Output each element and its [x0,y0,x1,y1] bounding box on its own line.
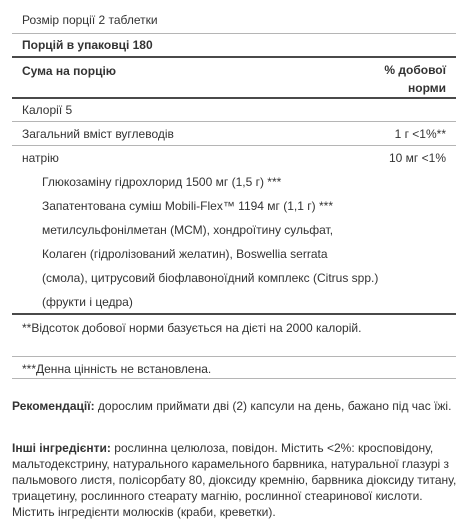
ingredient-text: Колаген (гідролізований желатин), Boswellia serrata [42,247,328,261]
other-ingredients [12,440,458,520]
ingredient-row [12,242,456,266]
ingredient-row [12,194,456,218]
recommendations-label: Рекомендації: [12,399,95,413]
total-carbs-name: Загальний вміст вуглеводів [22,127,174,141]
amount-per-serving-label: Сума на порцію [22,64,117,78]
servings-per-container: Порцій в упаковці 180 [22,38,153,52]
recommendations [12,398,458,414]
daily-value-header: % добової норми [384,63,446,95]
ingredient-row [12,290,456,315]
ingredient-text: (смола), цитрусовий біофлавоноїдний комплекс (Citrus spp.) [42,271,379,285]
not-established-footnote: ***Денна цінність не встановлена. [12,357,456,379]
supplement-facts-panel [12,8,456,379]
serving-size: Розмір порції 2 таблетки [22,13,158,27]
calories-row [12,99,456,122]
servings-per-container-row [12,34,456,58]
ingredient-row [12,218,456,242]
calories: Калорії 5 [22,103,73,117]
sodium-value: 10 мг <1% [389,151,446,165]
ingredient-row [12,170,456,194]
daily-value-footnote: **Відсоток добової норми базується на дієті на 2000 калорій. [12,315,456,357]
other-ingredients-text: рослинна целюлоза, повідон. Містить <2%: кросповідону, мальтодекстрину, натурального карамельного барвника, натуральної глазурі з пальмового листя, полісорбату 80, діоксиду кремнію, барвника діоксиду титану, триацетину, рослинного стеарату магнію, рослинної стеаринової кислоти. Містить інгредієнти молюсків (краби, креветки). [12,441,457,519]
ingredient-text: (фрукти і цедра) [42,295,133,309]
ingredient-text: метилсульфонілметан (МСМ), хондроїтину сульфат, [42,223,334,237]
ingredient-text: Запатентована суміш Mobili-Flex™ 1194 мг (1,1 г) *** [42,199,333,213]
amount-per-serving-header [12,58,456,99]
ingredient-row [12,266,456,290]
other-ingredients-label: Інші інгредієнти: [12,441,111,455]
total-carbs-value: 1 г <1%** [394,127,446,141]
sodium-name: натрію [22,151,59,165]
sodium-row [12,146,456,170]
total-carbs-row [12,122,456,146]
recommendations-text: дорослим приймати дві (2) капсули на день, бажано під час їжі. [97,399,452,413]
ingredient-text: Глюкозаміну гідрохлорид 1500 мг (1,5 г) *** [42,175,282,189]
serving-size-row [12,8,456,34]
